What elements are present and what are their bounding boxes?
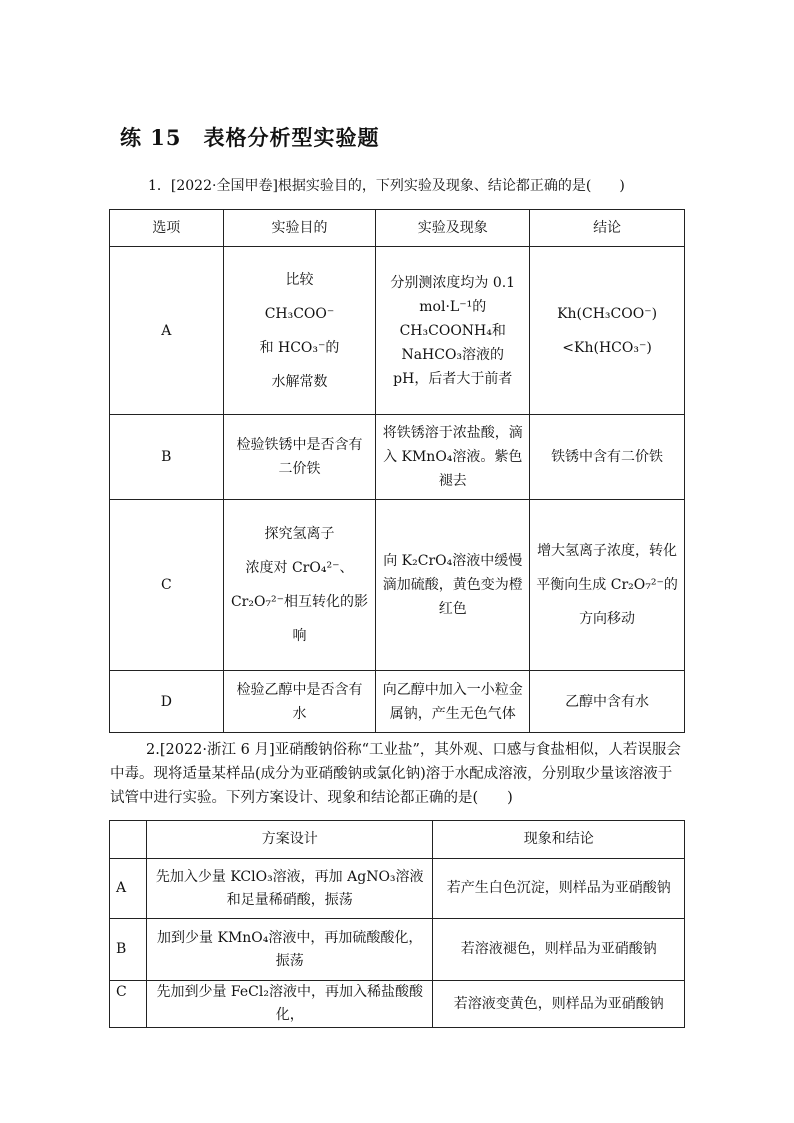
design-cell: 先加到少量 FeCl₂溶液中，再加入稀盐酸酸化， (146, 981, 433, 1028)
purpose-cell (223, 500, 376, 671)
header-result: 现象和结论 (433, 821, 685, 859)
option-cell: D (110, 671, 224, 733)
header-option: 选项 (110, 210, 224, 247)
table-row (110, 500, 685, 671)
option-cell: A (110, 247, 224, 415)
header-design: 方案设计 (146, 821, 433, 859)
option-cell: C (110, 981, 147, 1028)
purpose-line: 和 HCO₃⁻的 (259, 339, 340, 356)
conclusion-cell (530, 247, 685, 415)
header-phenomenon: 实验及现象 (376, 210, 530, 247)
conclusion-line: Kh(CH₃COO⁻) (557, 305, 658, 322)
question-1-stem: 1．[2022·全国甲卷]根据实验目的，下列实验及现象、结论都正确的是( ) (148, 178, 625, 194)
phenomenon-cell: 向 K₂CrO₄溶液中缓慢滴加硫酸，黄色变为橙红色 (376, 500, 530, 671)
result-cell: 若溶液褪色，则样品为亚硝酸钠 (433, 919, 685, 981)
purpose-cell: 检验铁锈中是否含有二价铁 (223, 415, 376, 500)
conclusion-cell: 铁锈中含有二价铁 (530, 415, 685, 500)
design-cell: 加到少量 KMnO₄溶液中，再加硫酸酸化，振荡 (146, 919, 433, 981)
table-row (110, 859, 685, 919)
table-header-row (110, 821, 685, 859)
question-1-table (109, 209, 685, 733)
option-cell: B (110, 415, 224, 500)
purpose-cell: 检验乙醇中是否含有水 (223, 671, 376, 733)
phenomenon-cell: 分别测浓度均为 0.1 mol·L⁻¹的 CH₃COONH₄和 NaHCO₃溶液的 pH，后者大于前者 (376, 247, 530, 415)
purpose-line: 探究氢离子 (264, 526, 335, 542)
phenomenon-cell: 向乙醇中加入一小粒金属钠，产生无色气体 (376, 671, 530, 733)
table-row (110, 671, 685, 733)
result-cell: 若溶液变黄色，则样品为亚硝酸钠 (433, 981, 685, 1028)
purpose-cell (223, 247, 376, 415)
table-row (110, 919, 685, 981)
conclusion-cell: 乙醇中含有水 (530, 671, 685, 733)
design-cell: 先加入少量 KClO₃溶液，再加 AgNO₃溶液和足量稀硝酸，振荡 (146, 859, 433, 919)
header-conclusion: 结论 (530, 210, 685, 247)
purpose-line: 浓度对 CrO₄²⁻、 (245, 560, 354, 576)
page-title: 练 15 表格分析型实验题 (120, 125, 380, 150)
header-option (110, 821, 147, 859)
purpose-line: CH₃COO⁻ (264, 305, 335, 322)
table-row (110, 981, 685, 1028)
result-cell: 若产生白色沉淀，则样品为亚硝酸钠 (433, 859, 685, 919)
table-header-row (110, 210, 685, 247)
purpose-line: 水解常数 (271, 373, 328, 390)
option-cell: A (110, 859, 147, 919)
purpose-line: Cr₂O₇²⁻相互转化的影 (230, 594, 369, 610)
option-cell: C (110, 500, 224, 671)
option-cell: B (110, 919, 147, 981)
header-purpose: 实验目的 (223, 210, 376, 247)
purpose-line: 响 (292, 628, 307, 644)
table-row (110, 415, 685, 500)
table-row (110, 247, 685, 415)
question-2-stem: 2.[2022·浙江 6 月]亚硝酸钠俗称“工业盐”，其外观、口感与食盐相似，人若误服会中毒。现将适量某样品(成分为亚硝酸钠或氯化钠)溶于水配成溶液，分别取少量该溶液于试管中进行实验。下列方案设计、现象和结论都正确的是( ) (110, 742, 681, 806)
conclusion-cell: 增大氢离子浓度，转化平衡向生成 Cr₂O₇²⁻的方向移动 (530, 500, 685, 671)
question-2-table (109, 820, 685, 1028)
phenomenon-cell: 将铁锈溶于浓盐酸，滴入 KMnO₄溶液。紫色褪去 (376, 415, 530, 500)
conclusion-line: <Kh(HCO₃⁻) (562, 339, 652, 356)
purpose-line: 比较 (285, 271, 314, 288)
